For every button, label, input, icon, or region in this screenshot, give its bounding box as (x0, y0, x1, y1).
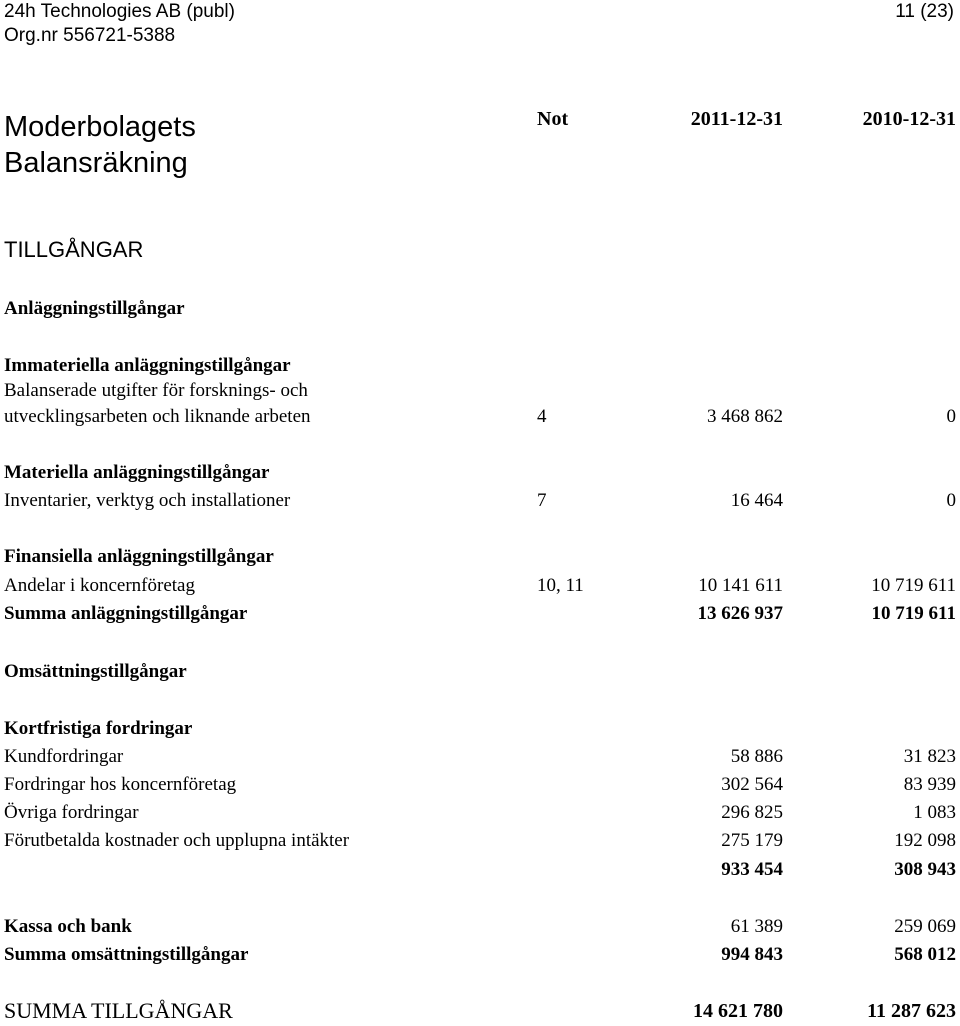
table-row-andelar (0, 573, 960, 599)
row-value-2011: 10 141 611 (698, 575, 783, 596)
row-label-continued (0, 378, 960, 404)
document-header (4, 0, 235, 48)
org-number: Org.nr 556721-5388 (4, 25, 176, 46)
row-value-2011: 61 389 (730, 916, 783, 937)
row-note: 4 (537, 406, 547, 427)
row-label: Kortfristiga fordringar (4, 718, 193, 739)
title-line-1: Moderbolagets (4, 111, 196, 143)
row-value-2010: 259 069 (894, 916, 956, 937)
title-line-2: Balansräkning (4, 147, 188, 179)
row-label: Kundfordringar (4, 746, 124, 767)
row-label: Anläggningstillgångar (4, 298, 185, 319)
row-label: Omsättningstillgångar (4, 661, 187, 682)
row-label: Övriga fordringar (4, 802, 139, 823)
row-label: Summa anläggningstillgångar (4, 603, 248, 624)
table-row-inventarier (0, 488, 960, 514)
table-row-summa-tillgangar (0, 996, 960, 1026)
row-value-2010: 10 719 611 (871, 575, 956, 596)
row-value-2010: 308 943 (894, 859, 956, 880)
row-label: Balanserade utgifter för forsknings- och (4, 380, 308, 401)
row-value-2011: 933 454 (721, 859, 783, 880)
table-row-forutbetalda (0, 828, 960, 854)
row-note: 10, 11 (537, 575, 584, 596)
row-value-2010: 192 098 (894, 830, 956, 851)
row-label: Finansiella anläggningstillgångar (4, 546, 274, 567)
row-value-2011: 13 626 937 (697, 603, 783, 624)
row-value-2011: 3 468 862 (707, 406, 783, 427)
table-row-utveckling (0, 404, 960, 430)
subsection-heading-materiella (0, 460, 960, 486)
table-row-summa-omsattning (0, 942, 960, 968)
row-label: Inventarier, verktyg och installationer (4, 490, 291, 511)
column-header-not: Not (537, 108, 569, 130)
column-header-2010: 2010-12-31 (862, 108, 956, 130)
row-label: Summa omsättningstillgångar (4, 944, 249, 965)
row-value-2011: 296 825 (721, 802, 783, 823)
subsection-heading-kortfristiga (0, 716, 960, 742)
row-value-2010: 31 823 (903, 746, 956, 767)
row-value-2010: 10 719 611 (871, 603, 956, 624)
row-label: Materiella anläggningstillgångar (4, 462, 270, 483)
table-row-delsumma-fordringar (0, 857, 960, 883)
column-header-2011: 2011-12-31 (690, 108, 783, 130)
subsection-heading-finansiella (0, 544, 960, 570)
section-heading-tillgangar: TILLGÅNGAR (4, 237, 144, 262)
subsection-heading-immateriella (0, 353, 960, 379)
row-value-2011: 14 621 780 (693, 1000, 783, 1022)
table-row-ovriga-fordringar (0, 800, 960, 826)
row-value-2011: 994 843 (721, 944, 783, 965)
table-row-kassa-bank (0, 914, 960, 940)
row-value-2011: 275 179 (721, 830, 783, 851)
row-label: Andelar i koncernföretag (4, 575, 195, 596)
row-label: SUMMA TILLGÅNGAR (4, 998, 233, 1023)
table-row-koncernfordringar (0, 772, 960, 798)
row-value-2010: 83 939 (903, 774, 956, 795)
row-value-2010: 1 083 (913, 802, 956, 823)
page-number: 11 (23) (895, 1, 954, 22)
section-heading-omsattning (0, 659, 960, 685)
row-label: utvecklingsarbeten och liknande arbeten (4, 406, 311, 427)
row-value-2011: 16 464 (730, 490, 783, 511)
row-value-2011: 58 886 (730, 746, 783, 767)
row-value-2011: 302 564 (721, 774, 783, 795)
section-heading-anlaggning (0, 296, 960, 322)
table-row-kundfordringar (0, 744, 960, 770)
row-value-2010: 568 012 (894, 944, 956, 965)
company-name: 24h Technologies AB (publ) (4, 1, 235, 22)
row-label: Immateriella anläggningstillgångar (4, 355, 291, 376)
row-label: Fordringar hos koncernföretag (4, 774, 237, 795)
row-label: Kassa och bank (4, 916, 132, 937)
page-title (4, 109, 196, 181)
row-value-2010: 0 (946, 406, 956, 427)
row-value-2010: 11 287 623 (867, 1000, 956, 1022)
row-label: Förutbetalda kostnader och upplupna intäkter (4, 830, 350, 851)
row-value-2010: 0 (946, 490, 956, 511)
row-note: 7 (537, 490, 547, 511)
table-row-summa-anlaggning (0, 601, 960, 627)
